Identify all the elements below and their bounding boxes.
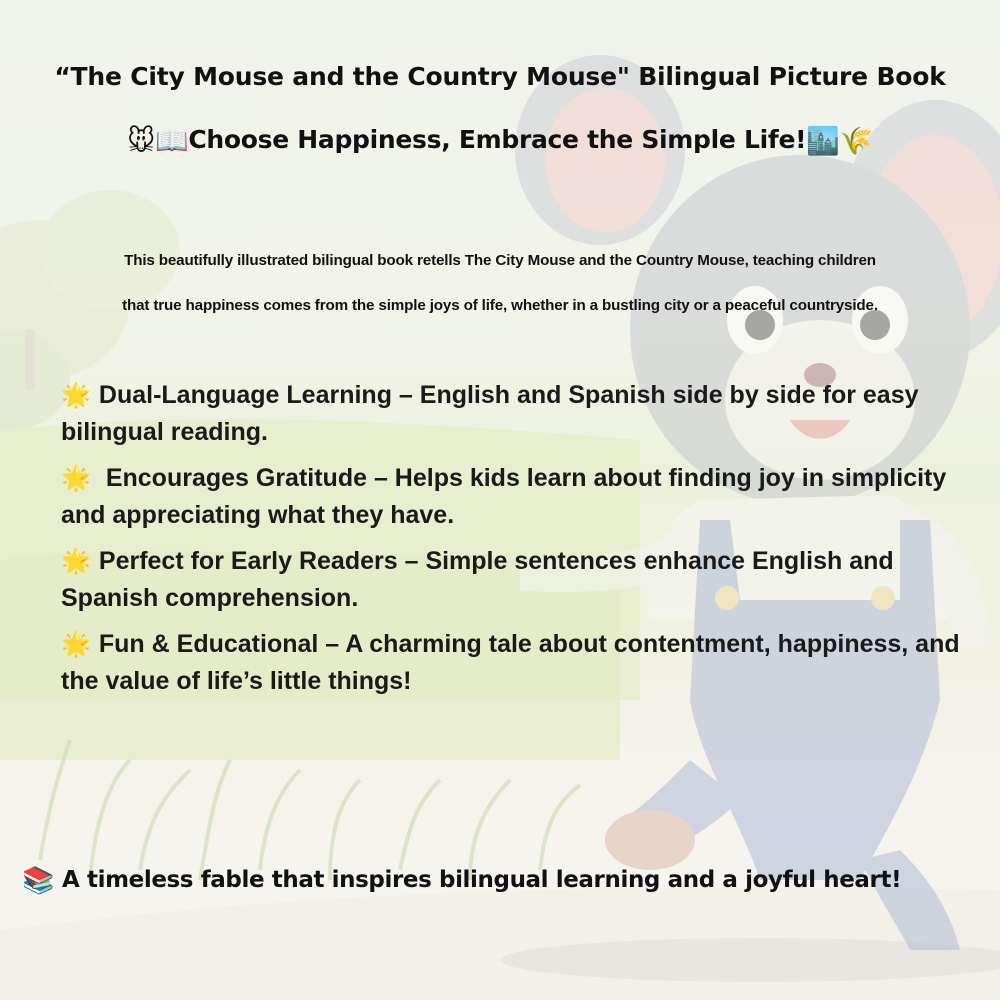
sparkle-star-icon: 🌟 [61, 631, 91, 658]
feature-list [61, 377, 961, 709]
mouse-icon: 🐭 [127, 126, 155, 157]
intro-line: This beautifully illustrated bilingual book retells The City Mouse and the Country Mouse, teaching children [124, 252, 876, 269]
feature-item [61, 460, 961, 533]
feature-text: Encourages Gratitude – Helps kids learn about finding joy in simplicity and appreciating what they have. [61, 464, 947, 529]
subtitle-text: Choose Happiness, Embrace the Simple Life! [188, 125, 807, 154]
open-book-icon: 📖 [154, 126, 189, 157]
subtitle [0, 125, 1000, 157]
sparkle-star-icon: 🌟 [61, 382, 91, 409]
feature-item [61, 377, 961, 450]
sparkle-star-icon: 🌟 [61, 465, 91, 492]
feature-text: Perfect for Early Readers – Simple sentences enhance English and Spanish comprehension. [61, 547, 894, 612]
tagline [22, 866, 992, 896]
books-icon: 📚 [22, 866, 54, 896]
intro-paragraph [20, 238, 980, 328]
cityscape-icon: 🏙️ [806, 126, 840, 157]
wheat-icon: 🌾 [839, 126, 873, 157]
tagline-text: A timeless fable that inspires bilingual learning and a joyful heart! [61, 867, 902, 893]
page-title: “The City Mouse and the Country Mouse" Bilingual Picture Book [54, 62, 946, 91]
feature-text: Fun & Educational – A charming tale about contentment, happiness, and the value of life’s little things! [61, 630, 960, 695]
intro-line: that true happiness comes from the simple joys of life, whether in a bustling city or a peaceful countryside. [122, 297, 878, 314]
sparkle-star-icon: 🌟 [61, 548, 91, 575]
feature-text: Dual-Language Learning – English and Spanish side by side for easy bilingual reading. [61, 381, 919, 446]
feature-item [61, 543, 961, 616]
feature-item [61, 626, 961, 699]
